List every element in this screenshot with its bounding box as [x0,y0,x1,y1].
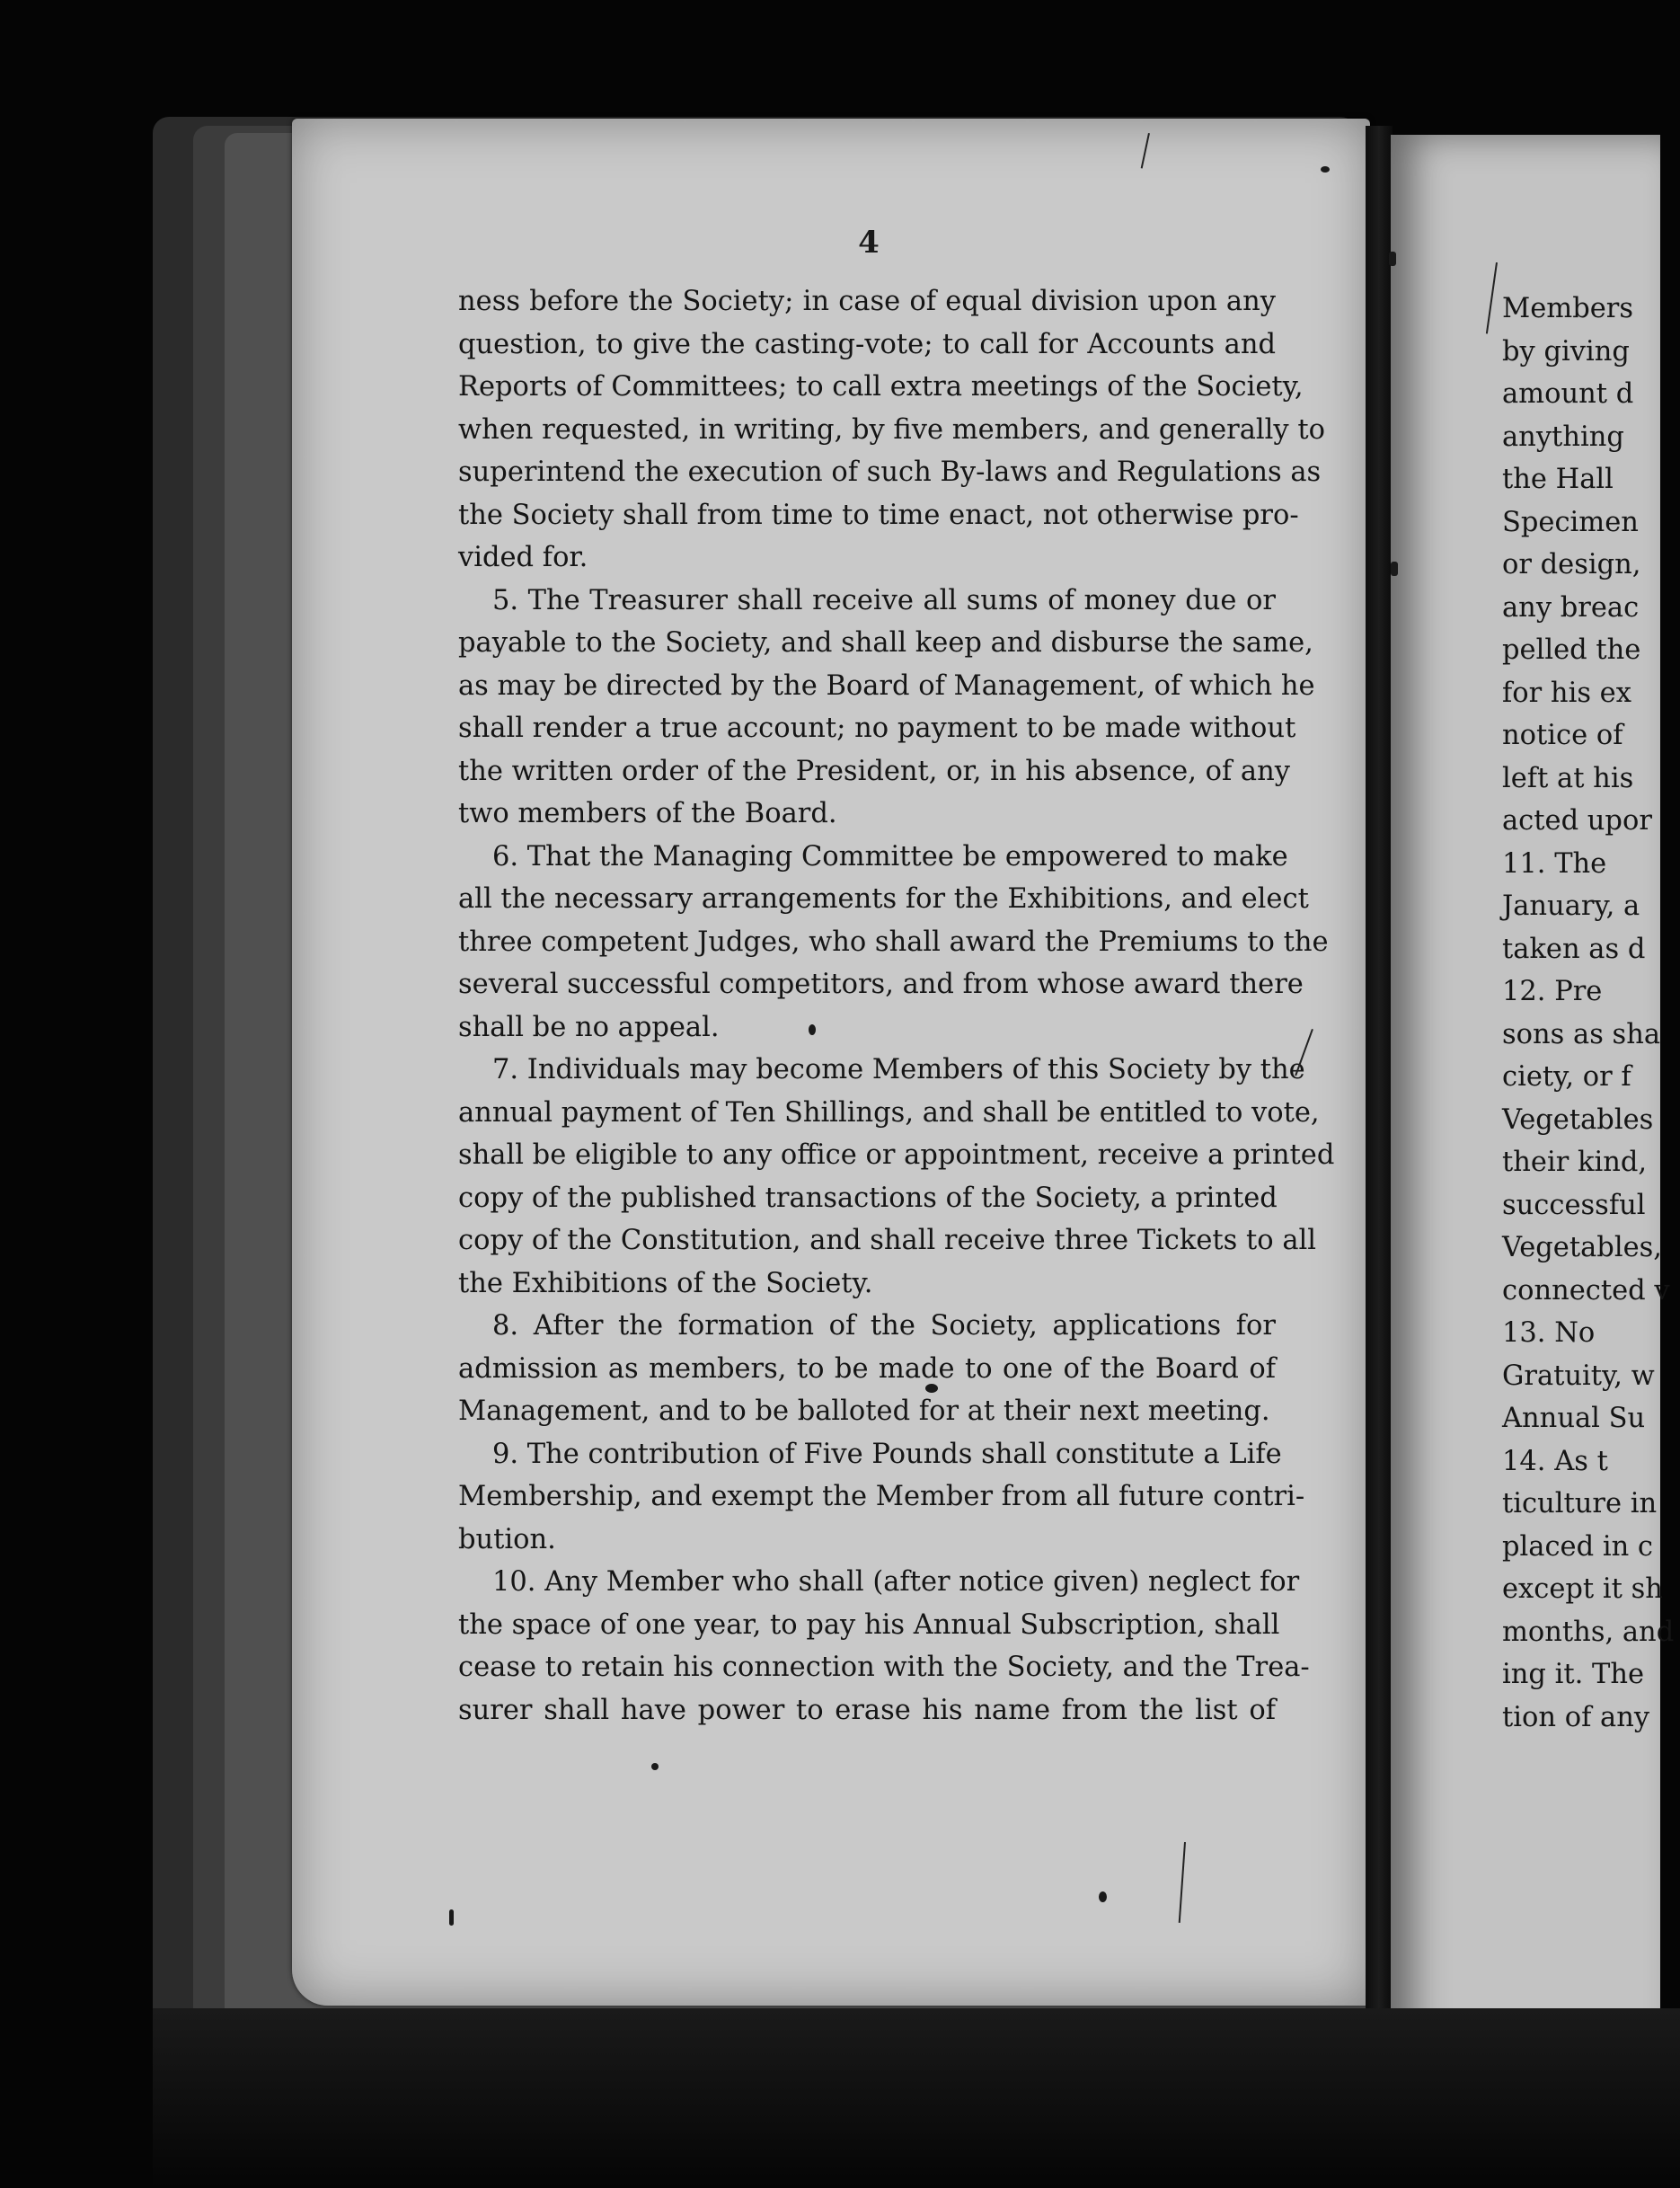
text-line: Gratuity, w [1502,1360,1655,1392]
text-line: 12. Pre [1502,976,1603,1007]
text-line: 5. The Treasurer shall receive all sums of money due or [492,584,1276,616]
text-line: ciety, or f [1502,1061,1631,1093]
text-line: sons as sha [1502,1018,1661,1050]
text-line: all the necessary arrangements for the Exhibitions, and elect [458,883,1309,915]
text-line: notice of [1502,720,1623,751]
ink-speck [1321,166,1330,173]
text-line: 11. The [1502,847,1607,880]
text-line: Reports of Committees; to call extra meetings of the Society, [458,371,1304,403]
ink-speck [1099,1891,1107,1902]
text-line: cease to retain his connection with the Society, and the Trea- [458,1652,1310,1683]
text-line: 13. No [1502,1317,1596,1349]
text-line: bution. [458,1523,556,1555]
text-line: tion of any [1502,1701,1650,1733]
ink-speck [925,1384,938,1393]
text-line: Members [1502,293,1634,324]
text-line: Vegetables [1502,1103,1654,1136]
text-line: annual payment of Ten Shillings, and shall be entitled to vote, [458,1096,1320,1129]
left-page-text [458,280,1335,1732]
ink-speck [1391,562,1398,576]
text-line: as may be directed by the Board of Management, of which he [458,669,1315,702]
book-gutter [1366,126,1393,2085]
text-line: the Society shall from time to time enact, not otherwise pro- [458,499,1299,531]
text-line: 8. After the formation of the Society, applications for [492,1310,1276,1342]
text-line: acted upor [1502,805,1652,837]
text-line: January, a [1502,890,1640,922]
text-line: months, and [1502,1616,1675,1648]
text-line: shall be no appeal. [458,1011,720,1043]
right-page-text [1502,288,1675,1739]
text-line: amount d [1502,378,1634,410]
text-line: ing it. The [1502,1659,1645,1690]
text-line: taken as d [1502,933,1646,965]
text-line: payable to the Society, and shall keep and disburse the same, [458,627,1313,659]
text-line: Annual Su [1502,1403,1646,1434]
text-line: admission as members, to be made to one of the Board of [458,1352,1276,1385]
text-line: two members of the Board. [458,798,837,829]
ink-speck [1389,252,1396,266]
ink-speck [651,1763,659,1770]
text-line: anything [1502,421,1624,453]
text-line: or design, [1502,549,1641,580]
text-line: 7. Individuals may become Members of this Society by the [492,1054,1305,1085]
text-line: shall be eligible to any office or appointment, receive a printed [458,1139,1335,1171]
text-line: several successful competitors, and from whose award there [458,969,1304,1000]
text-line: the written order of the President, or, in his absence, of any [458,755,1290,787]
text-line: by giving [1502,335,1630,368]
bottom-shadow [153,2008,1680,2188]
text-line: except it sh [1502,1573,1663,1605]
text-line: connected v [1502,1274,1670,1307]
page-number: 4 [858,225,880,261]
text-line: successful [1502,1189,1646,1221]
text-line: Membership, and exempt the Member from all future contri- [458,1481,1305,1512]
text-line: surer shall have power to erase his name from the list of [458,1694,1276,1726]
text-line: their kind, [1502,1147,1648,1178]
text-line: ticulture in [1502,1488,1658,1519]
text-line: the Exhibitions of the Society. [458,1267,873,1299]
ink-speck [449,1909,454,1926]
text-line: 10. Any Member who shall (after notice given) neglect for [492,1566,1300,1598]
text-line: question, to give the casting-vote; to call for Accounts and [458,328,1276,360]
text-line: 9. The contribution of Five Pounds shall constitute a Life [492,1438,1282,1470]
text-line: Specimen [1502,506,1639,538]
text-line: the space of one year, to pay his Annual Subscription, shall [458,1608,1280,1641]
text-line: placed in c [1502,1530,1653,1563]
text-line: Management, and to be balloted for at their next meeting. [458,1395,1270,1427]
text-line: 14. As t [1502,1445,1608,1477]
ink-speck [809,1024,816,1035]
text-line: vided for. [458,542,588,573]
text-line: shall render a true account; no payment to be made without [458,713,1296,744]
text-line: superintend the execution of such By-laws and Regulations as [458,456,1322,488]
text-line: for his ex [1502,677,1631,709]
text-line: pelled the [1502,634,1641,666]
text-line: 6. That the Managing Committee be empowered to make [492,840,1288,873]
text-line: copy of the published transactions of the Society, a printed [458,1182,1278,1214]
text-line: Vegetables, [1502,1232,1662,1263]
text-line: when requested, in writing, by five members, and generally to [458,413,1325,446]
text-line: the Hall [1502,464,1614,495]
text-line: copy of the Constitution, and shall receive three Tickets to all [458,1225,1317,1256]
text-line: any breac [1502,591,1640,624]
text-line: ness before the Society; in case of equal division upon any [458,286,1276,317]
text-line: three competent Judges, who shall award the Premiums to the [458,926,1329,958]
text-line: left at his [1502,762,1634,794]
